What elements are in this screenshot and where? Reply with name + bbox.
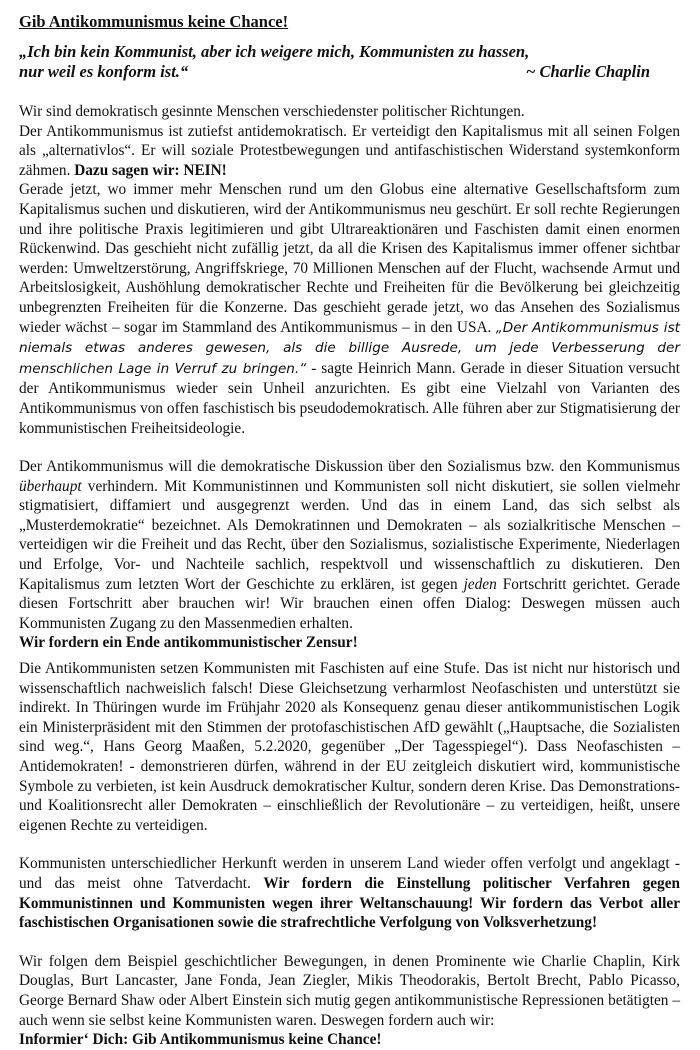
closing-slogan — [19, 1030, 680, 1050]
document-title: Gib Antikommunismus keine Chance! — [19, 12, 289, 31]
heinrich-mann-quote: „Der Antikommunismus ist niemals etwas anderes gewesen, als die billige Ausrede, um jede Verbesserung der menschlichen Lage in Verruf zu bringen.“ — [19, 319, 680, 377]
italic-emphasis: jeden — [463, 575, 497, 593]
paragraph-bold-statement: Dazu sagen wir: NEIN! — [74, 161, 227, 179]
demand-bold: Wir fordern die Einstellung politischer Verfahren gegen Kommunistinnen und Kommunisten wegen ihrer Weltanschauung! Wir fordern das Verbot aller faschistischen Organisationen sowie die strafrechtliche Verfolgung von Volksverhetzung! — [19, 874, 680, 932]
demand-bold: Wir fordern ein Ende antikommunistischer Zensur! — [19, 634, 358, 652]
paragraph-text: verhindern. Mit Kommunistinnen und Kommunisten soll nicht diskutiert, sie sollen vielmehr stigmatisiert, diffamiert und ausgegrenzt werden. Und das in einem Land, das sich selbst als „Musterdemokratie“ bezeichnet. Als Demokratinnen und Demokraten – als sozialkritische Menschen – verteidigen wir die Freiheit und das Recht, über den Sozialismus, sozialistische Experimente, Niederlagen und Erfolge, Vor- und Nachteile sachlich, respektvoll und wissenschaftlich zu diskutieren. Den Kapitalismus zum letzten Wort der Geschichte zu erklären, ist gegen — [19, 477, 680, 593]
spacer — [19, 933, 680, 952]
epigraph-attribution: ~ Charlie Chaplin — [525, 62, 650, 81]
paragraph-text: Die Antikommunisten setzen Kommunisten mit Faschisten auf eine Stufe. Das ist nicht nur historisch und wissenschaftlich nachweislich falsch! Diese Gleichsetzung verharmlost Neofaschisten und unterstützt sie indirekt. In Thüringen wurde im Frühjahr 2020 als Konsequenz genau dieser antikommunistischen Logik ein Ministerpräsident mit den Stimmen der protofaschistischen AfD gewählt („Hauptsache, die Sozialisten sind weg.“, Hans Georg Maaßen, 5.2.2020, gegenüber „Der Tagesspiegel“). Dass Neofaschisten – Antidemokraten! - demonstrieren dürfen, während in der EU zeitgleich diskutiert wird, kommunistische Symbole zu verbieten, ist kein Ausdruck demokratischer Kultur, sondern deren Krise. Das Demonstrations- und Koalitionsrecht aller Demokraten – einschließlich der Revolutionäre – zu verteidigen, heißt, unsere eigenen Rechte zu verteidigen. — [19, 660, 680, 834]
spacer — [19, 835, 680, 854]
paragraph-text: Der Antikommunismus will die demokratische Diskussion über den Sozialismus bzw. den Kommunismus — [19, 458, 680, 476]
paragraph-discussion — [19, 457, 680, 633]
epigraph-line-1: „Ich bin kein Kommunist, aber ich weigere mich, Kommunisten zu hassen, — [19, 42, 530, 61]
paragraph-text: Gerade jetzt, wo immer mehr Menschen rund um den Globus eine alternative Gesellschaftsform zum Kapitalismus suchen und diskutieren, wird der Antikommunismus neu geschürt. Er soll rechte Regierungen und ihre politische Praxis legitimieren und gibt Ultrareaktionären und Faschisten damit einen enormen Rückenwind. Das geschieht nicht zufällig jetzt, da all die Krisen des Kapitalismus immer offener sichtbar werden: Umweltzerstörung, Angriffskriege, 70 Millionen Menschen auf der Flucht, wachsende Armut und Arbeitslosigkeit, Aushöhlung demokratischer Rechte und Freiheiten für die Bevölkerung bei gleichzeitig unbegrenzten Freiheiten für die Konzerne. Das geschieht gerade jetzt, wo das Ansehen des Sozialismus wieder wächst – sogar im Stammland des Antikommunismus – in den USA. — [19, 181, 680, 336]
paragraph-historical-examples — [19, 952, 680, 1030]
closing-bold: Informier‘ Dich: Gib Antikommunismus keine Chance! — [19, 1031, 382, 1049]
epigraph-line-2: nur weil es konform ist.“ — [19, 62, 189, 81]
paragraph-text: - sagte Heinrich Mann. Gerade in dieser Situation versucht der Antikommunismus wieder sein Unheil anzurichten. Es gibt eine Vielzahl von Varianten des Antikommunismus von offen faschistisch bis pseudodemokratisch. Alle führen aber zur Stigmatisierung der kommunistischen Freiheitsideologie. — [19, 359, 680, 437]
demand-censorship — [19, 633, 680, 653]
epigraph — [19, 42, 680, 82]
paragraph-intro — [19, 102, 680, 122]
spacer — [19, 438, 680, 457]
italic-emphasis: überhaupt — [19, 477, 82, 495]
paragraph-text: Kommunisten unterschiedlicher Herkunft werden in unserem Land wieder offen verfolgt und angeklagt - und das meist ohne Tatverdacht. — [19, 855, 680, 892]
paragraph-persecution — [19, 854, 680, 932]
paragraph-text: Der Antikommunismus ist zutiefst antidemokratisch. Er verteidigt den Kapitalismus mit all seinen Folgen als „alternativlos“. Er will soziale Protestbewegungen und antifaschistischen Widerstand systemkonform zähmen. — [19, 122, 680, 179]
epigraph-line-2-row — [19, 62, 680, 82]
paragraph-text: Fortschritt gerichtet. Gerade diesen Fortschritt aber brauchen wir! Wir brauchen einen offen Dialog: Deswegen müssen auch Kommunisten Zugang zu den Massenmedien erhalten. — [19, 575, 680, 632]
paragraph-text: Wir folgen dem Beispiel geschichtlicher Bewegungen, in denen Prominente wie Charlie Chaplin, Kirk Douglas, Burt Lancaster, Jane Fonda, Jean Ziegler, Mikis Theodorakis, Bertolt Brecht, Pablo Picasso, George Bernard Shaw oder Albert Einstein sich mutig gegen antikommunistische Repressionen betätigten – auch wenn sie selbst keine Kommunisten waren. Deswegen fordern auch wir: — [19, 952, 680, 1029]
intro-sentence: Wir sind demokratisch gesinnte Menschen verschiedenster politischer Richtungen. — [19, 103, 525, 120]
paragraph-current-situation — [19, 180, 680, 438]
paragraph-antidemocratic — [19, 122, 680, 181]
paragraph-equation — [19, 659, 680, 835]
